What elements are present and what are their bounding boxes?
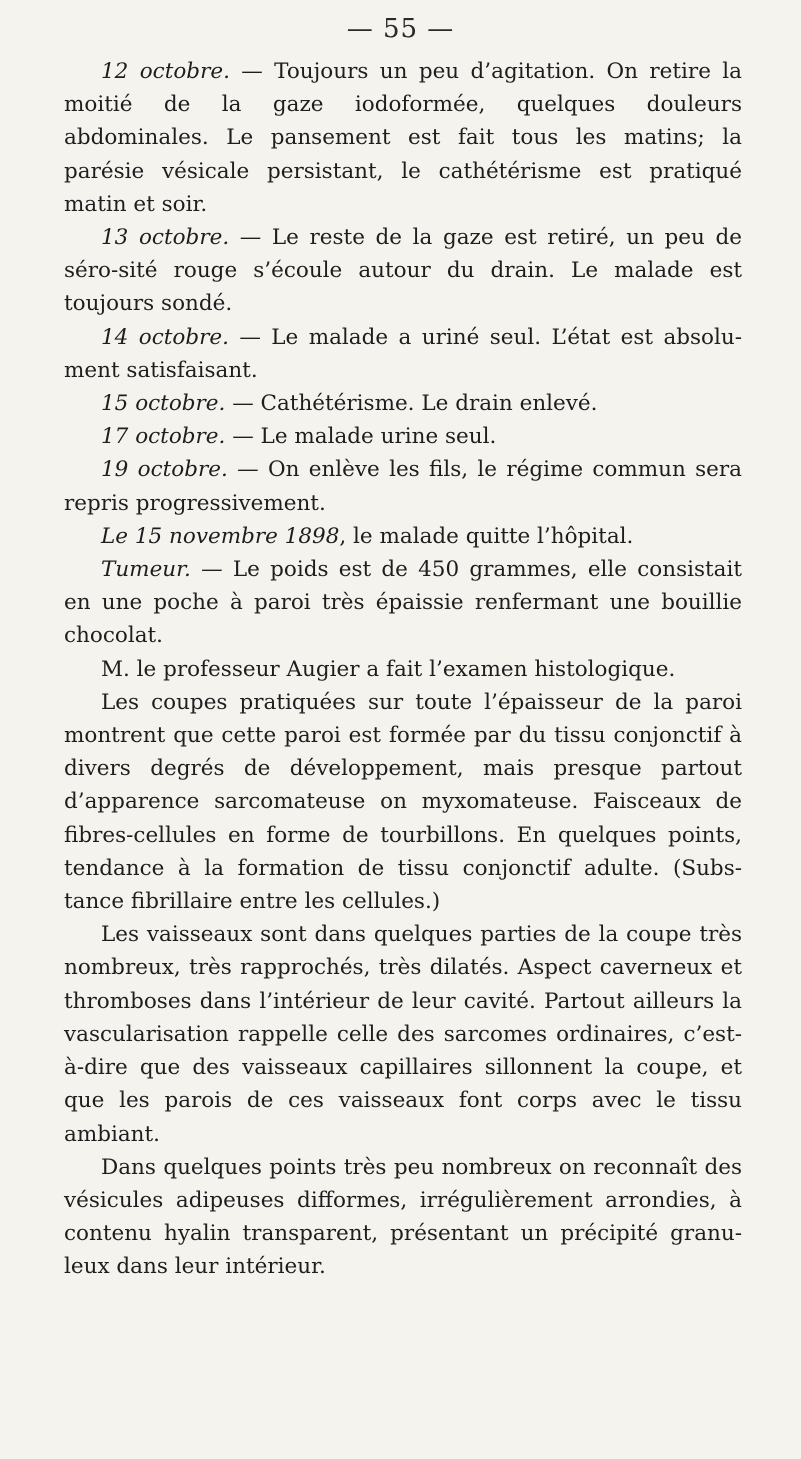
paragraph-text: M. le professeur Augier a fait l’examen histologique. — [101, 656, 676, 682]
paragraph — [64, 653, 742, 686]
paragraph-text: — Le malade urine seul. — [225, 424, 497, 450]
paragraph-text: — Le malade a uriné seul. L’état est absolu-ment satisfaisant. — [64, 324, 742, 383]
paragraph-text: — Le reste de la gaze est retiré, un peu de séro-sité rouge s’écoule autour du drain. Le malade est toujours sondé. — [64, 225, 742, 317]
paragraph-text: , le malade quitte l’hôpital. — [339, 523, 634, 549]
paragraph-text: Les coupes pratiquées sur toute l’épaisseur de la paroi montrent que cette paroi est formée par du tissu conjonctif à divers degrés de développement, mais presque partout d’apparence sarcomateuse on myxomateuse. Faisceaux de fibres-cellules en forme de tourbillons. En quelques points, tendance à la formation de tissu conjonctif adulte. (Subs-tance fibrillaire entre les cellules.) — [64, 689, 742, 915]
paragraph-date: 14 octobre. — [101, 324, 229, 350]
paragraph — [64, 321, 742, 387]
paragraph-date: 12 octobre. — [101, 59, 230, 84]
paragraph-date: 15 octobre. — [101, 391, 226, 417]
paragraph — [64, 55, 742, 221]
paragraph — [64, 221, 742, 321]
paragraph-text: — Le poids est de 450 grammes, elle consistait en une poche à paroi très épaissie renfermant une bouillie chocolat. — [64, 557, 742, 649]
paragraph-date: Tumeur. — [101, 557, 191, 583]
paragraph — [64, 387, 742, 420]
page-body — [64, 55, 742, 1284]
paragraph — [64, 553, 742, 653]
paragraph — [64, 1151, 742, 1284]
paragraph — [64, 686, 742, 918]
paragraph — [64, 420, 742, 453]
paragraph-date: Le 15 novembre 1898 — [101, 523, 340, 549]
paragraph-date: 17 octobre. — [101, 424, 226, 450]
paragraph-date: 19 octobre. — [101, 457, 228, 483]
paragraph — [64, 918, 742, 1150]
paragraph — [64, 520, 742, 553]
paragraph-text: — On enlève les fils, le régime commun sera repris progressivement. — [64, 457, 742, 516]
page-number: — 55 — — [346, 14, 455, 44]
paragraph-text: Les vaisseaux sont dans quelques parties de la coupe très nombreux, très rapprochés, très dilatés. Aspect caverneux et thromboses dans l’intérieur de leur cavité. Partout ailleurs la vascularisation rappelle celle des sarcomes ordinaires, c’est-à-dire que des vaisseaux capillaires sillonnent la coupe, et que les parois de ces vaisseaux font corps avec le tissu ambiant. — [64, 922, 742, 1147]
paragraph — [64, 453, 742, 519]
paragraph-text: — Cathétérisme. Le drain enlevé. — [225, 391, 598, 417]
paragraph-text: — Toujours un peu d’agitation. On retire la moitié de la gaze iodoformée, quelques douleurs abdominales. Le pansement est fait tous les matins; la parésie vésicale persistant, le cathétérisme est pratiqué matin et soir. — [64, 59, 742, 217]
paragraph-text: Dans quelques points très peu nombreux on reconnaît des vésicules adipeuses difformes, irrégulièrement arrondies, à contenu hyalin transparent, présentant un précipité granu-leux dans leur intérieur. — [64, 1154, 742, 1280]
paragraph-date: 13 octobre. — [101, 225, 230, 251]
